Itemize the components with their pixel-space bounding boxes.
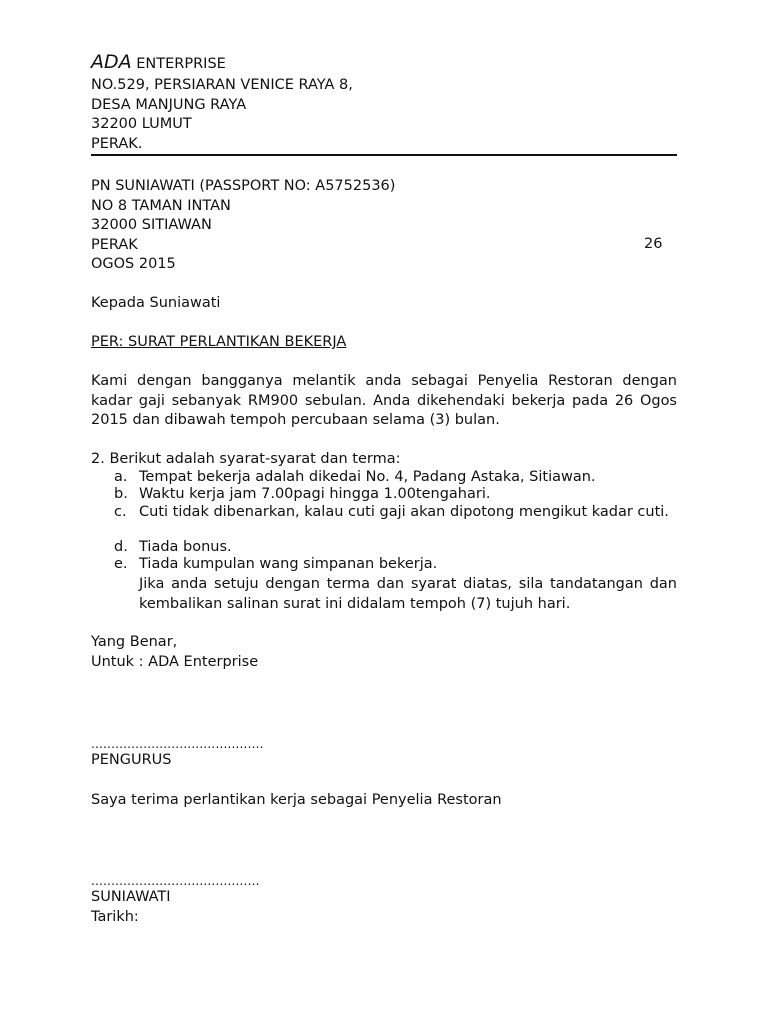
terms-section xyxy=(91,451,677,614)
employee-name: SUNIAWATI xyxy=(91,889,171,905)
letter-date-day: 26 xyxy=(644,236,663,252)
employee-signature-line: .......................................... xyxy=(91,874,260,888)
signoff-line: Untuk : ADA Enterprise xyxy=(91,653,259,670)
term-text: Tiada bonus. xyxy=(139,538,232,555)
term-text: Tempat bekerja adalah dikedai No. 4, Padang Astaka, Sitiawan. xyxy=(139,468,596,485)
term-text: Cuti tidak dibenarkan, kalau cuti gaji akan dipotong mengikut kadar cuti. xyxy=(139,503,669,520)
letterhead-company xyxy=(91,53,226,75)
manager-signature-line: ........................................... xyxy=(91,737,264,751)
recipient-line: PERAK xyxy=(91,236,138,253)
term-text: Waktu kerja jam 7.00pagi hingga 1.00tengahari. xyxy=(139,486,491,502)
letterhead-divider xyxy=(91,154,677,156)
acceptance-statement: Saya terima perlantikan kerja sebagai Penyelia Restoran xyxy=(91,792,502,808)
date-label: Tarikh: xyxy=(91,909,139,925)
company-brand: ADA xyxy=(91,51,132,73)
terms-closing-note: Jika anda setuju dengan terma dan syarat diatas, sila tandatangan dan kembalikan salinan surat ini didalam tempoh (7) tujuh hari. xyxy=(139,575,677,612)
address-line: 32200 LUMUT xyxy=(91,116,192,132)
term-item xyxy=(91,486,677,504)
terms-heading: 2. Berikut adalah syarat-syarat dan terma: xyxy=(91,451,401,467)
subject-line: PER: SURAT PERLANTIKAN BEKERJA xyxy=(91,334,347,350)
address-line: NO.529, PERSIARAN VENICE RAYA 8, xyxy=(91,77,353,93)
address-line: PERAK. xyxy=(91,135,143,152)
signoff-line: Yang Benar, xyxy=(91,634,178,650)
term-text: Tiada kumpulan wang simpanan bekerja. xyxy=(139,556,438,572)
term-item xyxy=(91,469,677,487)
term-item xyxy=(91,539,677,557)
greeting: Kepada Suniawati xyxy=(91,295,221,311)
term-letter: d. xyxy=(114,538,128,555)
term-letter: a. xyxy=(114,468,128,485)
signoff xyxy=(91,633,258,672)
letterhead-address xyxy=(91,76,353,154)
recipient-line: PN SUNIAWATI (PASSPORT NO: A5752536) xyxy=(91,178,396,194)
body-paragraph: Kami dengan bangganya melantik anda sebagai Penyelia Restoran dengan kadar gaji sebanyak RM900 sebulan. Anda dikehendaki bekerja pada 26 Ogos 2015 dan dibawah tempoh percubaan selama (3) bulan. xyxy=(91,373,677,428)
term-item xyxy=(91,556,677,574)
term-letter: b. xyxy=(114,486,128,502)
recipient-line: OGOS 2015 xyxy=(91,256,176,272)
manager-title: PENGURUS xyxy=(91,752,172,768)
address-line: DESA MANJUNG RAYA xyxy=(91,96,247,113)
company-suffix: ENTERPRISE xyxy=(136,56,226,72)
recipient-line: 32000 SITIAWAN xyxy=(91,217,212,233)
term-letter: e. xyxy=(114,556,128,572)
term-item xyxy=(91,504,677,539)
term-letter: c. xyxy=(114,503,127,520)
recipient-address xyxy=(91,177,395,275)
recipient-line: NO 8 TAMAN INTAN xyxy=(91,197,231,214)
